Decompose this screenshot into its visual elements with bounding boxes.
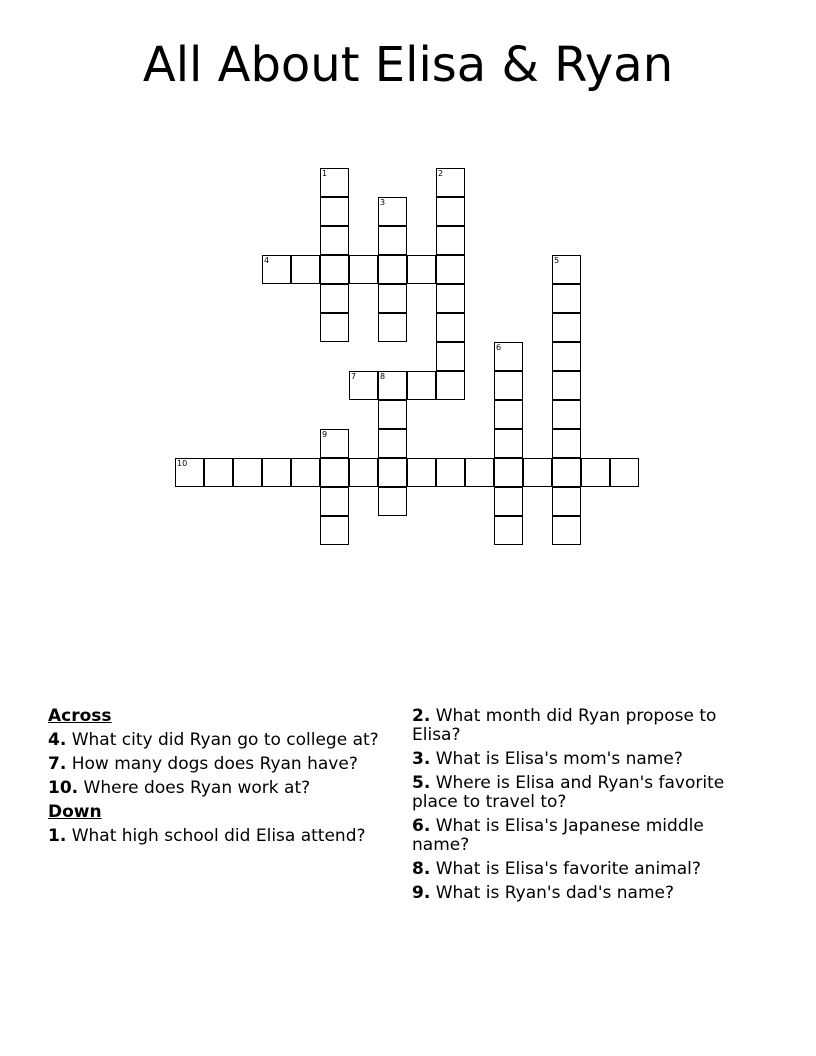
grid-cell[interactable] bbox=[552, 458, 581, 487]
clue-number-label: 3. bbox=[412, 749, 431, 769]
clue-text: Where does Ryan work at? bbox=[78, 778, 311, 798]
grid-cell[interactable] bbox=[378, 197, 407, 226]
clues-column-left bbox=[48, 702, 388, 846]
clue-item bbox=[412, 750, 752, 769]
grid-cell[interactable] bbox=[436, 255, 465, 284]
clue-number: 5 bbox=[554, 256, 560, 265]
clue-number-label: 2. bbox=[412, 706, 431, 726]
grid-cell[interactable] bbox=[436, 371, 465, 400]
grid-cell[interactable] bbox=[320, 458, 349, 487]
grid-cell[interactable] bbox=[378, 371, 407, 400]
clue-item bbox=[412, 860, 752, 879]
grid-cell[interactable] bbox=[436, 313, 465, 342]
grid-cell[interactable] bbox=[320, 313, 349, 342]
grid-cell[interactable] bbox=[349, 371, 378, 400]
grid-cell[interactable] bbox=[320, 255, 349, 284]
clue-number: 3 bbox=[380, 198, 386, 207]
clue-item bbox=[48, 731, 388, 750]
grid-cell[interactable] bbox=[262, 255, 291, 284]
grid-cell[interactable] bbox=[552, 284, 581, 313]
grid-cell[interactable] bbox=[378, 313, 407, 342]
clue-text: What is Elisa's mom's name? bbox=[430, 749, 683, 769]
clue-number: 9 bbox=[322, 430, 328, 439]
grid-cell[interactable] bbox=[436, 284, 465, 313]
clue-number: 2 bbox=[438, 169, 444, 178]
clue-text: What month did Ryan propose to Elisa? bbox=[412, 706, 717, 745]
grid-cell[interactable] bbox=[494, 487, 523, 516]
clue-item bbox=[48, 827, 388, 846]
grid-cell[interactable] bbox=[494, 516, 523, 545]
grid-cell[interactable] bbox=[552, 313, 581, 342]
grid-cell[interactable] bbox=[552, 429, 581, 458]
clue-number: 1 bbox=[322, 169, 328, 178]
grid-cell[interactable] bbox=[378, 226, 407, 255]
clue-text: What is Elisa's favorite animal? bbox=[430, 859, 701, 879]
grid-cell[interactable] bbox=[552, 487, 581, 516]
clue-heading-across: Across bbox=[48, 706, 112, 726]
grid-cell[interactable] bbox=[436, 197, 465, 226]
clue-text: What high school did Elisa attend? bbox=[66, 826, 366, 846]
grid-cell[interactable] bbox=[552, 371, 581, 400]
clue-number-label: 6. bbox=[412, 816, 431, 836]
grid-cell[interactable] bbox=[436, 168, 465, 197]
clue-number: 4 bbox=[264, 256, 270, 265]
clue-number-label: 5. bbox=[412, 773, 431, 793]
grid-cell[interactable] bbox=[494, 342, 523, 371]
clue-number: 8 bbox=[380, 372, 386, 381]
grid-cell[interactable] bbox=[407, 255, 436, 284]
clue-text: What city did Ryan go to college at? bbox=[66, 730, 379, 750]
clue-number-label: 10. bbox=[48, 778, 79, 798]
grid-cell[interactable] bbox=[436, 342, 465, 371]
clue-item bbox=[48, 779, 388, 798]
grid-cell[interactable] bbox=[378, 487, 407, 516]
clue-text: What is Ryan's dad's name? bbox=[430, 883, 674, 903]
clue-number: 10 bbox=[177, 459, 188, 468]
clue-number: 7 bbox=[351, 372, 357, 381]
grid-cell[interactable] bbox=[436, 226, 465, 255]
grid-cell[interactable] bbox=[349, 255, 378, 284]
clue-text: What is Elisa's Japanese middle name? bbox=[412, 816, 704, 855]
grid-cell[interactable] bbox=[552, 255, 581, 284]
clue-text: How many dogs does Ryan have? bbox=[66, 754, 358, 774]
grid-cell[interactable] bbox=[494, 400, 523, 429]
grid-cell[interactable] bbox=[291, 255, 320, 284]
grid-cell[interactable] bbox=[552, 516, 581, 545]
clue-item bbox=[412, 774, 752, 812]
clue-item bbox=[48, 755, 388, 774]
grid-cell[interactable] bbox=[262, 458, 291, 487]
clue-number-label: 1. bbox=[48, 826, 67, 846]
grid-cell[interactable] bbox=[465, 458, 494, 487]
clue-number-label: 9. bbox=[412, 883, 431, 903]
grid-cell[interactable] bbox=[320, 487, 349, 516]
grid-cell[interactable] bbox=[494, 429, 523, 458]
grid-cell[interactable] bbox=[378, 400, 407, 429]
clue-heading-down: Down bbox=[48, 802, 102, 822]
grid-cell[interactable] bbox=[552, 400, 581, 429]
grid-cell[interactable] bbox=[320, 429, 349, 458]
grid-cell[interactable] bbox=[407, 458, 436, 487]
grid-cell[interactable] bbox=[378, 429, 407, 458]
clue-item bbox=[412, 817, 752, 855]
grid-cell[interactable] bbox=[320, 516, 349, 545]
grid-cell[interactable] bbox=[175, 458, 204, 487]
grid-cell[interactable] bbox=[233, 458, 262, 487]
clue-number-label: 8. bbox=[412, 859, 431, 879]
clue-number-label: 7. bbox=[48, 754, 67, 774]
grid-cell[interactable] bbox=[378, 458, 407, 487]
clue-item bbox=[412, 707, 752, 745]
grid-cell[interactable] bbox=[436, 458, 465, 487]
grid-cell[interactable] bbox=[581, 458, 610, 487]
grid-cell[interactable] bbox=[378, 284, 407, 313]
grid-cell[interactable] bbox=[291, 458, 320, 487]
page-title: All About Elisa & Ryan bbox=[142, 37, 674, 93]
clue-number-label: 4. bbox=[48, 730, 67, 750]
grid-cell[interactable] bbox=[407, 371, 436, 400]
grid-cell[interactable] bbox=[320, 284, 349, 313]
grid-cell[interactable] bbox=[320, 197, 349, 226]
clue-number: 6 bbox=[496, 343, 502, 352]
grid-cell[interactable] bbox=[320, 168, 349, 197]
clues-column-right bbox=[412, 702, 752, 903]
grid-cell[interactable] bbox=[378, 255, 407, 284]
grid-cell[interactable] bbox=[494, 458, 523, 487]
grid-cell[interactable] bbox=[494, 371, 523, 400]
grid-cell[interactable] bbox=[523, 458, 552, 487]
grid-cell[interactable] bbox=[610, 458, 639, 487]
grid-cell[interactable] bbox=[204, 458, 233, 487]
grid-cell[interactable] bbox=[349, 458, 378, 487]
clue-text: Where is Elisa and Ryan's favorite place to travel to? bbox=[412, 773, 725, 812]
grid-cell[interactable] bbox=[320, 226, 349, 255]
clue-item bbox=[412, 884, 752, 903]
grid-cell[interactable] bbox=[552, 342, 581, 371]
